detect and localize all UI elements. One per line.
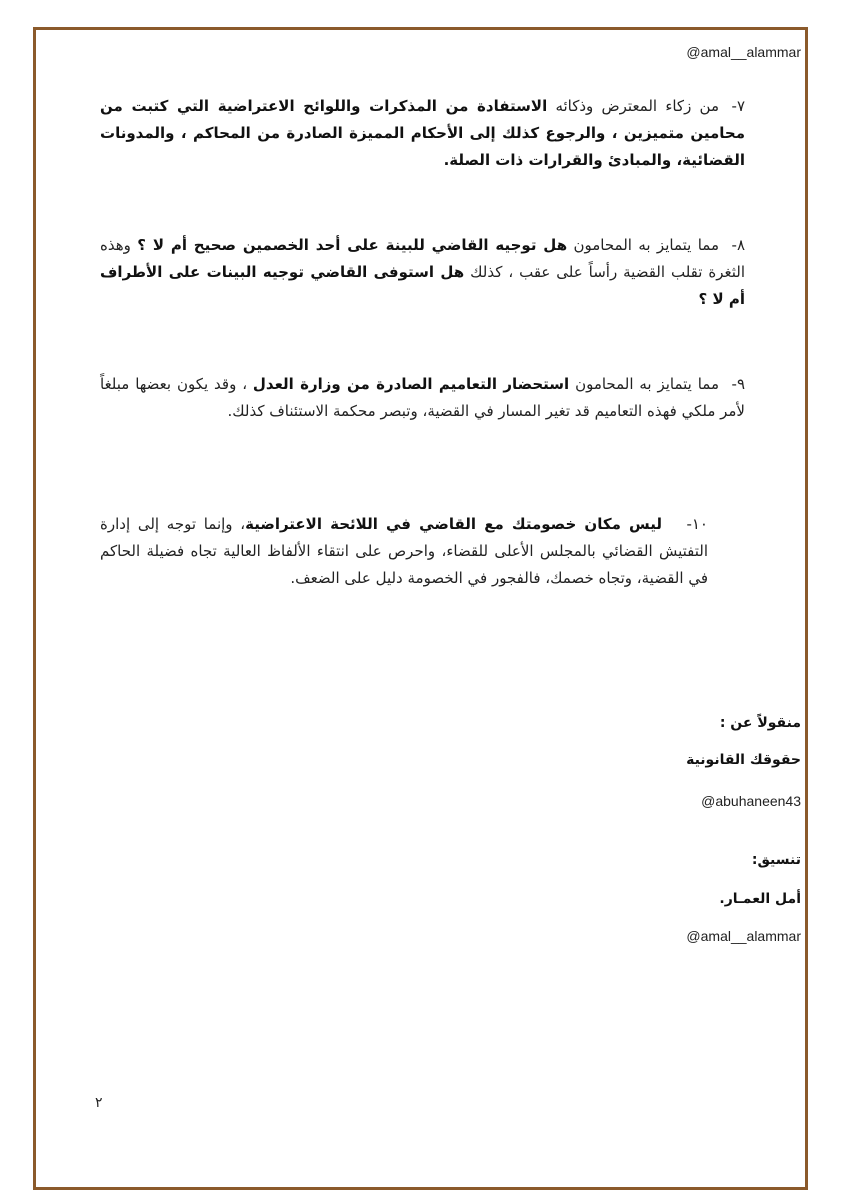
item-bold-text: هل توجيه القاضي للبينة على أحد الخصمين صحيح أم لا ؟	[137, 236, 568, 254]
item-text: وهذه الثغرة تقلب القضية رأساً على عقب ، كذلك	[100, 236, 745, 281]
item-bold-text: هل استوفى القاضي توجيه البينات على الأطراف أم لا ؟	[100, 263, 745, 308]
page-number: ٢	[95, 1095, 103, 1111]
item-number: ٧-	[731, 97, 745, 115]
page-frame	[33, 27, 808, 1190]
list-item-9	[100, 371, 745, 425]
list-item-8	[100, 232, 745, 313]
item-bold-text: ليس مكان خصومتك مع القاضي في اللائحة الاعتراضية	[245, 515, 662, 533]
source-name: حقوقك القانونية	[686, 752, 801, 768]
source-label: منقولاً عن :	[719, 715, 801, 731]
item-text: ، وإنما توجه إلى إدارة التفتيش القضائي بالمجلس الأعلى للقضاء، واحرص على انتقاء الألفاظ العالية تجاه فضيلة الحاكم في القضية، وتجاه خصمك، فالفجور في الخصومة دليل على الضعف.	[100, 515, 708, 587]
item-number: ٨-	[731, 236, 745, 254]
item-bold-text: الاستفادة من المذكرات واللوائح الاعتراضية التي كتبت من محامين متميزين ، والرجوع كذلك إلى الأحكام المميزة الصادرة من المحاكم ، والمدونات القضائية، والمبادئ والقرارات ذات الصلة.	[100, 97, 745, 169]
item-text: ، وقد يكون بعضها مبلغاً لأمر ملكي فهذه التعاميم قد تغير المسار في القضية، وتبصر محكمة الاستئناف كذلك.	[100, 375, 745, 420]
item-text: مما يتمايز به المحامون	[567, 236, 719, 254]
item-text: من زكاء المعترض وذكائه	[547, 97, 719, 115]
header-handle: @amal__alammar	[686, 44, 801, 60]
item-text: مما يتمايز به المحامون	[569, 375, 719, 393]
source-handle: @abuhaneen43	[701, 793, 801, 809]
list-item-7	[100, 93, 745, 174]
coordination-label: تنسيق:	[751, 852, 801, 868]
item-number: ٩-	[731, 375, 745, 393]
item-number: ١٠-	[686, 515, 708, 533]
coordination-handle: @amal__alammar	[686, 928, 801, 944]
coordination-name: أمل العمـار.	[719, 891, 801, 907]
list-item-10	[100, 511, 708, 592]
item-bold-text: استحضار التعاميم الصادرة من وزارة العدل	[252, 375, 570, 393]
